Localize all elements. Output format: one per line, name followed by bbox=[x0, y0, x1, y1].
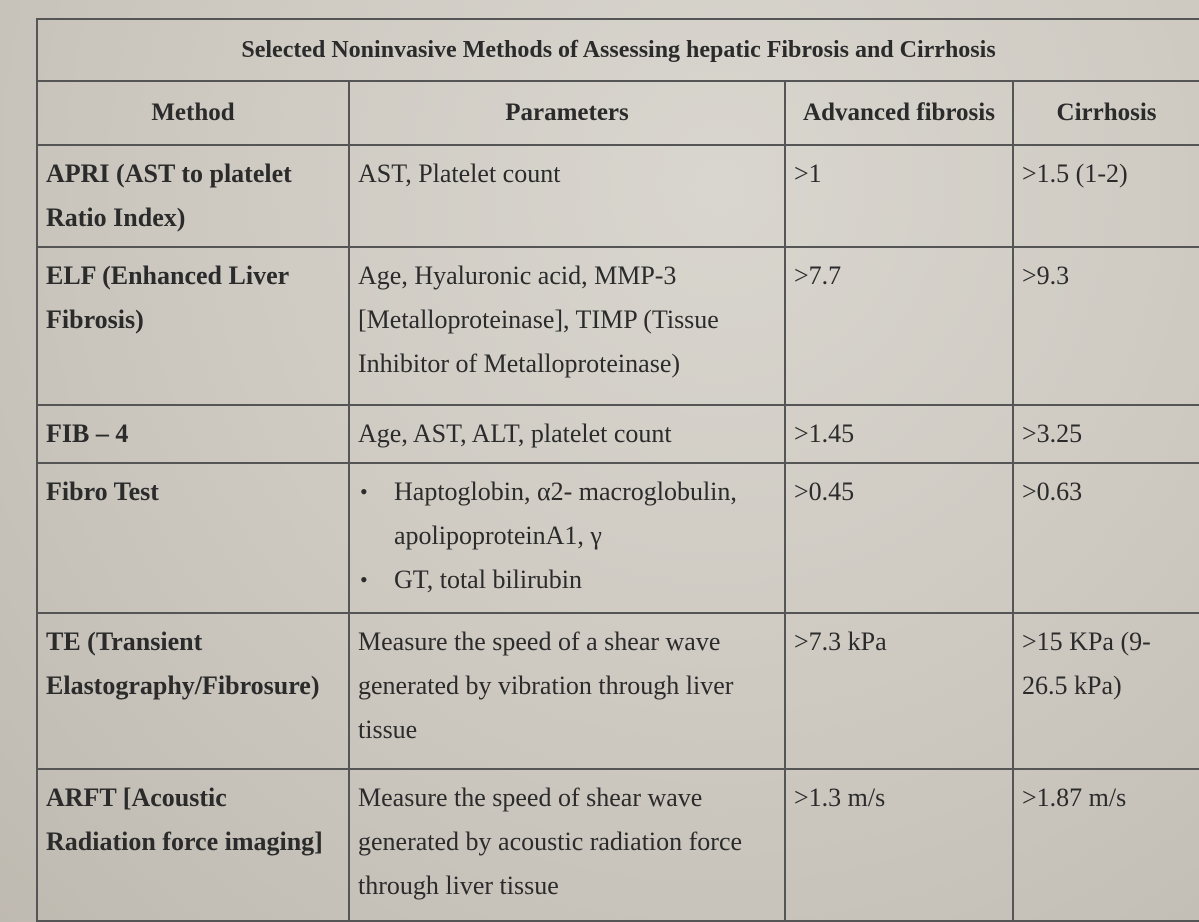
fibrosis-methods-table bbox=[36, 18, 1199, 922]
advanced-fibrosis-cell: >1.45 bbox=[785, 405, 1013, 463]
parameters-cell: Age, Hyaluronic acid, MMP-3 [Metalloproteinase], TIMP (Tissue Inhibitor of Metalloproteinase) bbox=[349, 247, 785, 405]
bullet-icon: • bbox=[360, 479, 368, 504]
table-row bbox=[37, 405, 1199, 463]
list-item bbox=[360, 470, 776, 558]
advanced-fibrosis-cell: >1.3 m/s bbox=[785, 769, 1013, 921]
header-parameters: Parameters bbox=[349, 81, 785, 145]
advanced-fibrosis-cell: >7.3 kPa bbox=[785, 613, 1013, 769]
list-item bbox=[360, 558, 776, 602]
cirrhosis-cell: >3.25 bbox=[1013, 405, 1199, 463]
method-cell: ELF (Enhanced Liver Fibrosis) bbox=[37, 247, 349, 405]
header-row bbox=[37, 81, 1199, 145]
advanced-fibrosis-cell: >0.45 bbox=[785, 463, 1013, 613]
cirrhosis-cell: >1.5 (1-2) bbox=[1013, 145, 1199, 247]
table-row bbox=[37, 247, 1199, 405]
cirrhosis-cell: >0.63 bbox=[1013, 463, 1199, 613]
cirrhosis-cell: >1.87 m/s bbox=[1013, 769, 1199, 921]
method-cell: TE (Transient Elastography/Fibrosure) bbox=[37, 613, 349, 769]
method-cell: FIB – 4 bbox=[37, 405, 349, 463]
advanced-fibrosis-cell: >7.7 bbox=[785, 247, 1013, 405]
table-row bbox=[37, 145, 1199, 247]
parameters-cell: Measure the speed of a shear wave generated by vibration through liver tissue bbox=[349, 613, 785, 769]
cirrhosis-cell: >9.3 bbox=[1013, 247, 1199, 405]
table-row bbox=[37, 769, 1199, 921]
header-cirrhosis: Cirrhosis bbox=[1013, 81, 1199, 145]
bullet-text: Haptoglobin, α2- macroglobulin, apolipoproteinA1, γ bbox=[394, 477, 737, 550]
header-advanced-fibrosis: Advanced fibrosis bbox=[785, 81, 1013, 145]
method-cell: Fibro Test bbox=[37, 463, 349, 613]
table-container bbox=[36, 18, 1199, 922]
table-row bbox=[37, 613, 1199, 769]
title-row bbox=[37, 19, 1199, 81]
header-method: Method bbox=[37, 81, 349, 145]
table-title: Selected Noninvasive Methods of Assessing hepatic Fibrosis and Cirrhosis bbox=[37, 19, 1199, 81]
advanced-fibrosis-cell: >1 bbox=[785, 145, 1013, 247]
method-cell: APRI (AST to platelet Ratio Index) bbox=[37, 145, 349, 247]
cirrhosis-cell: >15 KPa (9-26.5 kPa) bbox=[1013, 613, 1199, 769]
parameters-bullet-list bbox=[358, 470, 776, 602]
parameters-cell bbox=[349, 463, 785, 613]
parameters-cell: Measure the speed of shear wave generated by acoustic radiation force through liver tissue bbox=[349, 769, 785, 921]
bullet-text: GT, total bilirubin bbox=[394, 565, 582, 594]
table-row bbox=[37, 463, 1199, 613]
method-cell: ARFT [Acoustic Radiation force imaging] bbox=[37, 769, 349, 921]
parameters-cell: AST, Platelet count bbox=[349, 145, 785, 247]
parameters-cell: Age, AST, ALT, platelet count bbox=[349, 405, 785, 463]
bullet-icon: • bbox=[360, 567, 368, 592]
